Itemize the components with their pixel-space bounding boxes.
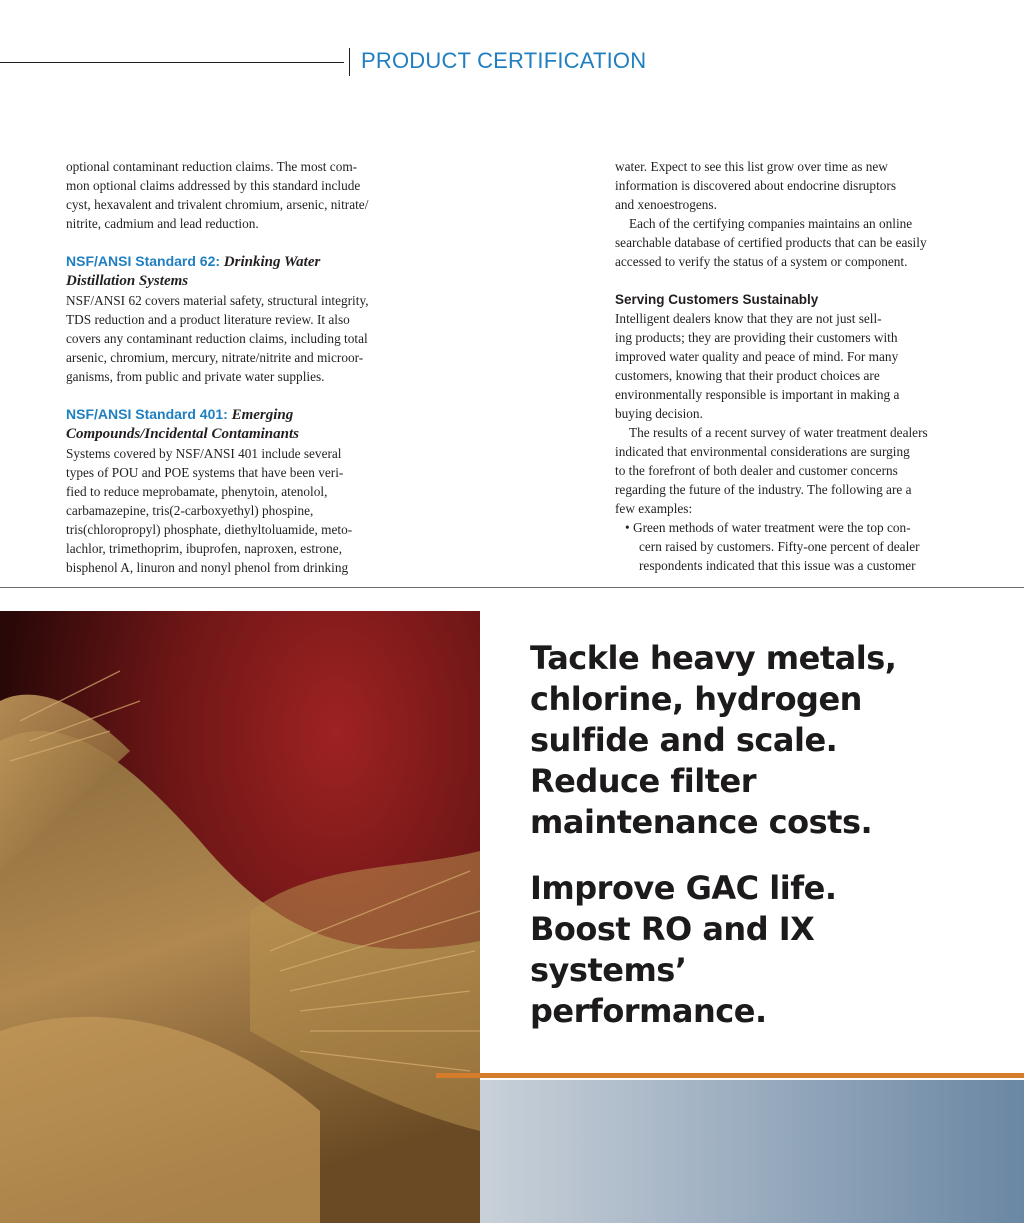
ad-copy [530,638,1000,1032]
standard-title: Drinking Water [223,254,321,270]
blue-gradient-panel [480,1080,1024,1223]
ad-line: Boost RO and IX [530,910,815,948]
text-line: optional contaminant reduction claims. The most com- [66,159,358,174]
header-rule [0,62,344,63]
text-line: Systems covered by NSF/ANSI 401 include several [66,446,342,461]
ad-line: Reduce filter [530,762,756,800]
text-line: respondents indicated that this issue was a customer [639,558,916,573]
ad-headline-2 [530,868,1000,1032]
bullet-list [615,518,960,575]
ad-headline-1 [530,638,1000,843]
text-line: ganisms, from public and private water supplies. [66,369,325,384]
text-line: accessed to verify the status of a system or component. [615,254,908,269]
text-line: water. Expect to see this list grow over time as new [615,159,888,174]
text-line: NSF/ANSI 62 covers material safety, structural integrity, [66,293,369,308]
intro-paragraph [66,157,411,233]
ad-line: sulfide and scale. [530,721,838,759]
section-title: PRODUCT CERTIFICATION [361,48,647,73]
list-item [615,518,960,575]
text-line: The results of a recent survey of water treatment dealers [629,425,928,440]
survey-paragraph [615,423,960,518]
text-line: information is discovered about endocrine disruptors [615,178,897,193]
text-line: tris(chloropropyl) phosphate, diethyltoluamide, meto- [66,522,353,537]
dealers-paragraph [615,309,960,423]
right-column [615,157,960,575]
ad-line: performance. [530,992,767,1030]
product-photo [0,611,480,1223]
text-line: cern raised by customers. Fifty-one percent of dealer [639,539,920,554]
text-line: carbamazepine, tris(2-carboxyethyl) phospine, [66,503,314,518]
text-line: customers, knowing that their product choices are [615,368,880,383]
text-line: types of POU and POE systems that have been veri- [66,465,344,480]
text-line: cyst, hexavalent and trivalent chromium, arsenic, nitrate/ [66,197,369,212]
ad-line: systems’ [530,951,687,989]
standard-62-body [66,291,411,386]
database-paragraph [615,214,960,271]
text-line: mon optional claims addressed by this standard include [66,178,361,193]
standard-401-heading [66,405,411,444]
filter-media-illustration [0,611,480,1223]
orange-accent-rule [436,1073,1024,1078]
standard-62-heading [66,252,411,291]
left-column [66,157,411,577]
text-line: few examples: [615,501,693,516]
standard-label: NSF/ANSI Standard 401: [66,406,228,422]
text-line: environmentally responsible is important in making a [615,387,900,402]
text-line: • Green methods of water treatment were the top con- [625,520,911,535]
ad-line: chlorine, hydrogen [530,680,862,718]
text-line: improved water quality and peace of mind. For many [615,349,899,364]
text-line: regarding the future of the industry. The following are a [615,482,912,497]
text-line: buying decision. [615,406,703,421]
ad-line: Improve GAC life. [530,869,837,907]
text-line: searchable database of certified products that can be easily [615,235,927,250]
text-line: to the forefront of both dealer and customer concerns [615,463,898,478]
text-line: fied to reduce meprobamate, phenytoin, atenolol, [66,484,328,499]
ad-line: Tackle heavy metals, [530,639,897,677]
text-line: covers any contaminant reduction claims, including total [66,331,368,346]
text-line: lachlor, trimethoprim, ibuprofen, naproxen, estrone, [66,541,343,556]
text-line: nitrite, cadmium and lead reduction. [66,216,259,231]
text-line: and xenoestrogens. [615,197,717,212]
standard-title: Compounds/Incidental Contaminants [66,426,299,442]
text-line: TDS reduction and a product literature review. It also [66,312,350,327]
text-line: Each of the certifying companies maintains an online [629,216,913,231]
standard-title: Distillation Systems [66,273,189,289]
header-tick [349,48,350,76]
text-line: bisphenol A, linuron and nonyl phenol from drinking [66,560,349,575]
text-line: ing products; they are providing their customers with [615,330,898,345]
continued-paragraph [615,157,960,214]
standard-401-body [66,444,411,577]
text-line: indicated that environmental considerations are surging [615,444,910,459]
page-divider [0,587,1024,588]
serving-customers-subhead: Serving Customers Sustainably [615,292,819,307]
text-line: Intelligent dealers know that they are not just sell- [615,311,882,326]
ad-line: maintenance costs. [530,803,873,841]
text-line: arsenic, chromium, mercury, nitrate/nitrite and microor- [66,350,364,365]
standard-label: NSF/ANSI Standard 62: [66,253,221,269]
standard-title: Emerging [231,407,294,423]
